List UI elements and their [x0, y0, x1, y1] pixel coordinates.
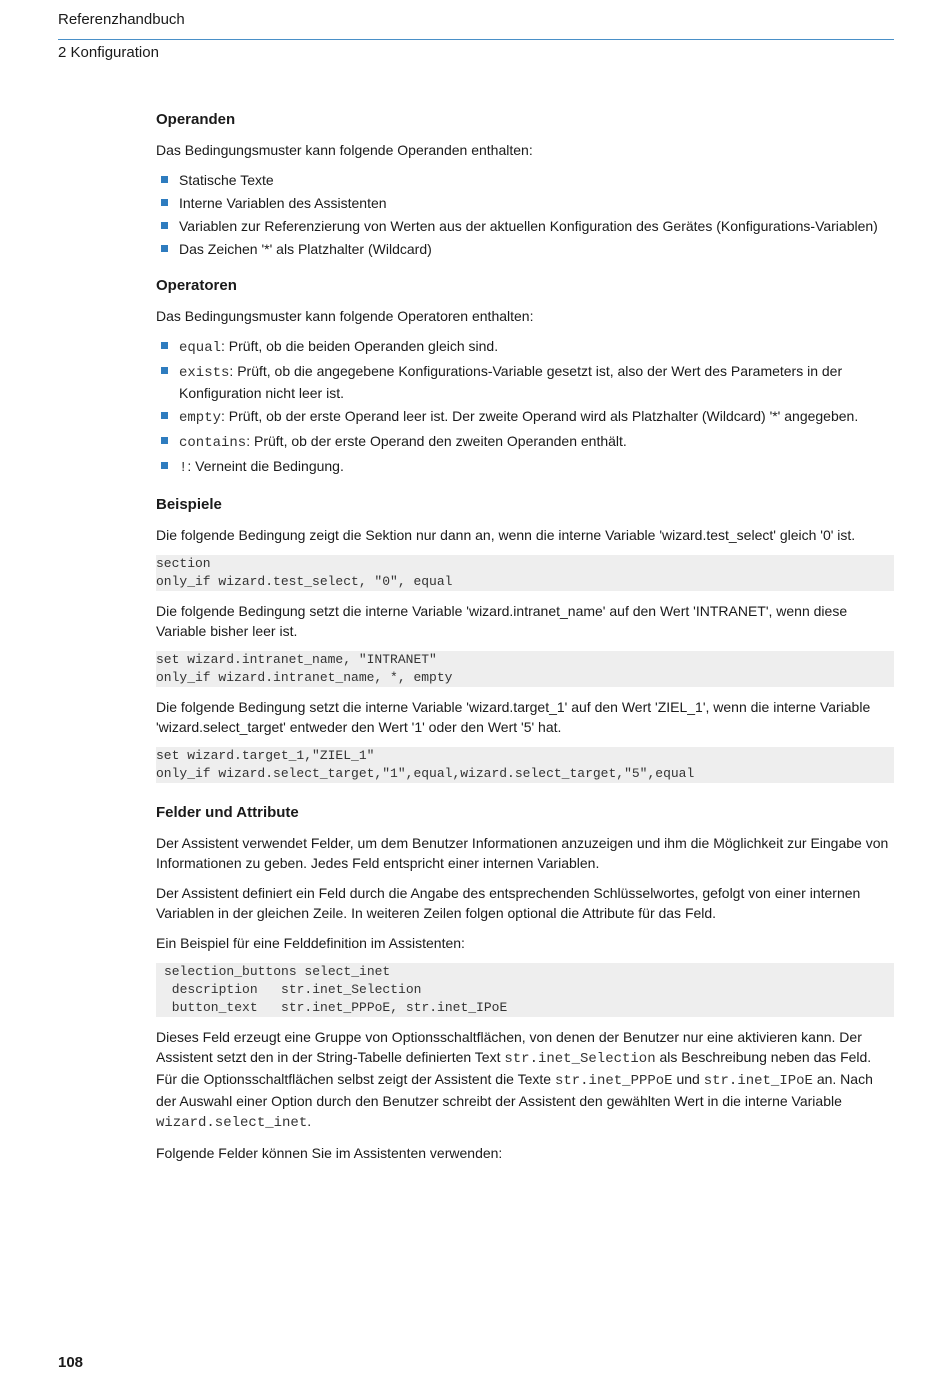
- inline-code: str.inet_Selection: [504, 1051, 656, 1067]
- operanden-intro: Das Bedingungsmuster kann folgende Operanden enthalten:: [156, 142, 533, 158]
- bullet-square-icon: [161, 222, 168, 229]
- list-item: Interne Variablen des Assistenten: [156, 193, 894, 213]
- bullet-square-icon: [161, 437, 168, 444]
- heading-beispiele: Beispiele: [156, 496, 222, 513]
- felder-paragraph-5: Folgende Felder können Sie im Assistenten verwenden:: [156, 1145, 503, 1161]
- field-definition-code: selection_buttons select_inet description str.inet_Selection button_text str.inet_PPPoE, str.inet_IPoE: [156, 963, 894, 1017]
- heading-operanden: Operanden: [156, 111, 236, 128]
- list-item: !: Verneint die Bedingung.: [156, 456, 894, 478]
- header-rule: [58, 39, 894, 40]
- felder-paragraph-1: Der Assistent verwendet Felder, um dem Benutzer Informationen anzuzeigen und ihm die Möglichkeit zur Eingabe von Informationen zu geben. Jedes Feld entspricht einer internen Variablen.: [156, 835, 889, 871]
- operator-code: empty: [179, 410, 222, 426]
- felder-paragraph-3: Ein Beispiel für eine Felddefinition im Assistenten:: [156, 935, 465, 951]
- operator-code: !: [179, 460, 188, 476]
- bullet-square-icon: [161, 462, 168, 469]
- bullet-square-icon: [161, 245, 168, 252]
- bullet-square-icon: [161, 176, 168, 183]
- operator-code: exists: [179, 365, 230, 381]
- inline-code: str.inet_IPoE: [703, 1073, 813, 1089]
- bullet-square-icon: [161, 367, 168, 374]
- page-number: 108: [58, 1354, 84, 1371]
- list-item: contains: Prüft, ob der erste Operand den zweiten Operanden enthält.: [156, 431, 894, 453]
- example-1-code: section only_if wizard.test_select, "0", equal: [156, 555, 894, 591]
- example-1-text: Die folgende Bedingung zeigt die Sektion nur dann an, wenn die interne Variable 'wizard.test_select' gleich '0' ist.: [156, 527, 856, 543]
- operator-code: contains: [179, 435, 247, 451]
- section-gap: [156, 793, 894, 803]
- inline-code: wizard.select_inet: [156, 1115, 308, 1131]
- example-2-code: set wizard.intranet_name, "INTRANET" only_if wizard.intranet_name, *, empty: [156, 651, 894, 687]
- inline-code: str.inet_PPPoE: [554, 1073, 673, 1089]
- felder-paragraph-2: Der Assistent definiert ein Feld durch die Angabe des entsprechenden Schlüsselwortes, gefolgt von einer internen Variablen in der gleichen Zeile. In weiteren Zeilen folgen optional die Attribute für das Feld.: [156, 885, 861, 921]
- bullet-square-icon: [161, 412, 168, 419]
- running-header-title: Referenzhandbuch: [58, 11, 185, 28]
- operatoren-intro: Das Bedingungsmuster kann folgende Operatoren enthalten:: [156, 308, 534, 324]
- example-2-text: Die folgende Bedingung setzt die interne Variable 'wizard.intranet_name' auf den Wert 'INTRANET', wenn diese Variable bisher leer ist.: [156, 603, 848, 639]
- operatoren-list: [156, 336, 894, 478]
- list-item: Das Zeichen '*' als Platzhalter (Wildcard): [156, 239, 894, 259]
- list-item: Statische Texte: [156, 170, 894, 190]
- felder-paragraph-4: Dieses Feld erzeugt eine Gruppe von Optionsschaltflächen, von denen der Benutzer nur eine aktivieren kann. Der Assistent setzt den in der String-Tabelle definierten Text str.inet_Selection als Beschreibung neben das Feld. Für die Optionsschaltflächen selbst zeigt der Assistent die Texte str.inet_PPPoE und str.inet_IPoE an. Nach der Auswahl einer Option durch den Benutzer schreibt der Assistent den gewählten Wert in die interne Variable wizard.select_inet.: [156, 1029, 873, 1131]
- bullet-square-icon: [161, 342, 168, 349]
- operanden-list: [156, 170, 894, 259]
- list-item: Variablen zur Referenzierung von Werten aus der aktuellen Konfiguration des Gerätes (Konfigurations-Variablen): [156, 216, 894, 236]
- list-item: empty: Prüft, ob der erste Operand leer ist. Der zweite Operand wird als Platzhalter (Wildcard) '*' angegeben.: [156, 406, 894, 428]
- page-content: [156, 110, 894, 1173]
- heading-operatoren: Operatoren: [156, 277, 237, 294]
- list-item: exists: Prüft, ob die angegebene Konfigurations-Variable gesetzt ist, also der Wert des Parameters in der Konfiguration nicht leer ist.: [156, 361, 894, 403]
- example-3-code: set wizard.target_1,"ZIEL_1" only_if wizard.select_target,"1",equal,wizard.select_target,"5",equal: [156, 747, 894, 783]
- example-3-text: Die folgende Bedingung setzt die interne Variable 'wizard.target_1' auf den Wert 'ZIEL_1', wenn die interne Variable 'wizard.select_target' entweder den Wert '1' oder den Wert '5' hat.: [156, 699, 871, 735]
- bullet-square-icon: [161, 199, 168, 206]
- running-header-chapter: 2 Konfiguration: [58, 44, 159, 61]
- list-item: equal: Prüft, ob die beiden Operanden gleich sind.: [156, 336, 894, 358]
- heading-felder: Felder und Attribute: [156, 804, 299, 821]
- operator-code: equal: [179, 340, 222, 356]
